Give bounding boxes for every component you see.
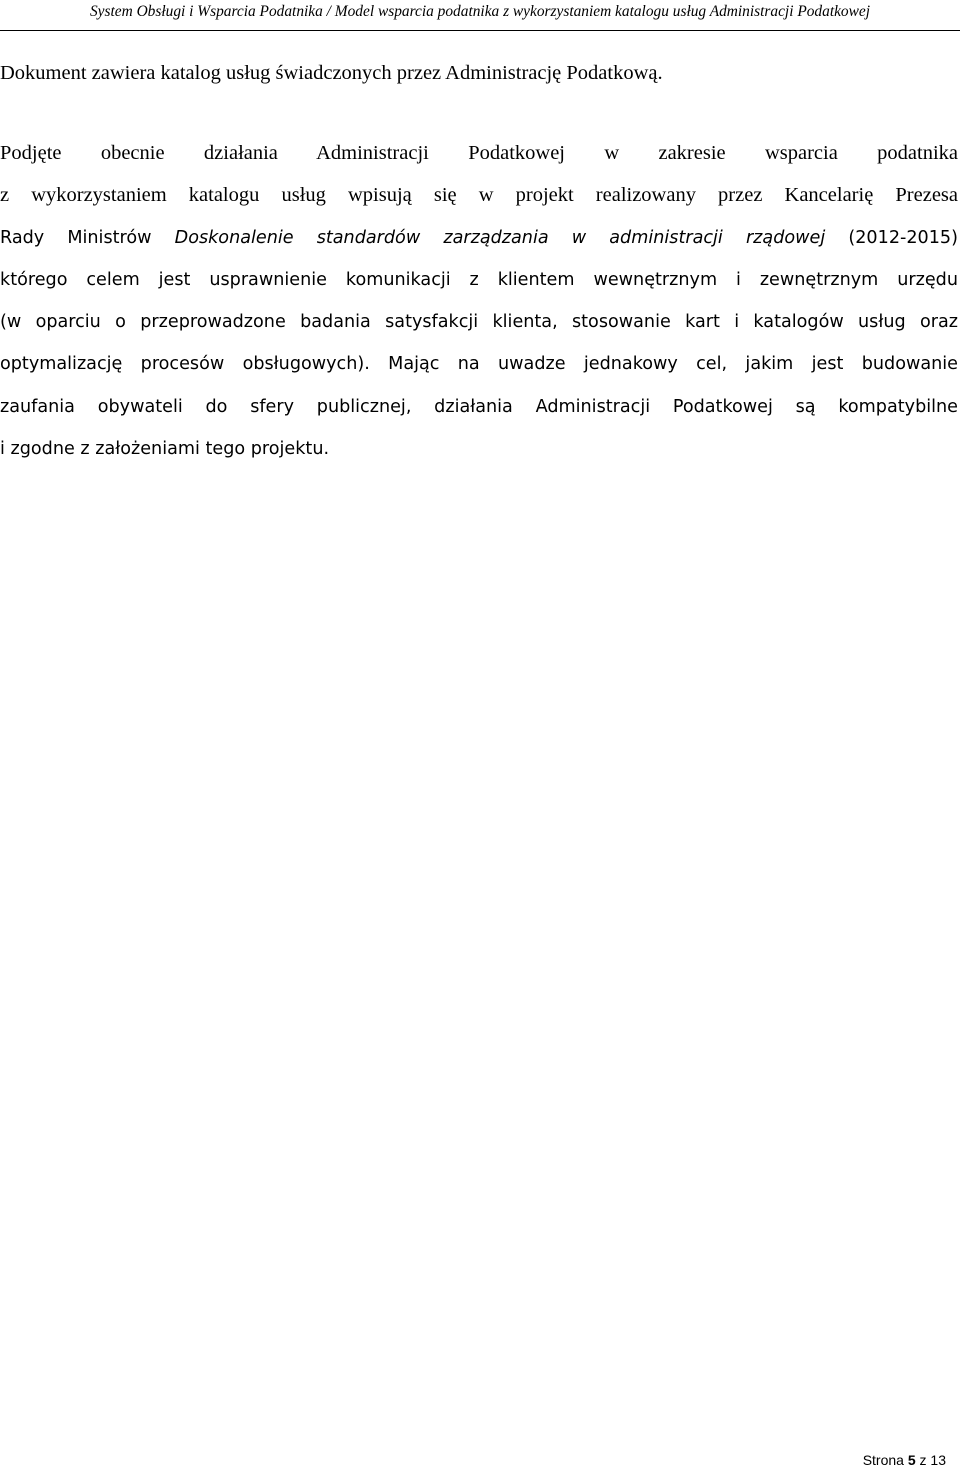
header-rule: [0, 30, 960, 31]
paragraph-line-1: Podjęte obecnie działania Administracji Podatkowej w zakresie wsparcia podatnika: [0, 142, 958, 164]
total-pages: 13: [930, 1452, 946, 1468]
project-title-italic: Doskonalenie standardów zarządzania w administracji rządowej: [174, 227, 826, 248]
running-header: System Obsługi i Wsparcia Podatnika / Model wsparcia podatnika z wykorzystaniem katalogu usług Administracji Podatkowej: [89, 3, 870, 20]
footer-separator: z: [919, 1452, 927, 1468]
paragraph-line-6: [0, 343, 958, 385]
body-paragraph: [0, 132, 958, 470]
line-6-start: optymalizację procesów obsługowych).: [0, 354, 389, 375]
paragraph-line-7: zaufania obywateli do sfery publicznej, działania Administracji Podatkowej są kompatybilne: [0, 396, 958, 417]
paragraph-line-5: (w oparciu o przeprowadzone badania satysfakcji klienta, stosowanie kart i katalogów usług oraz: [0, 312, 958, 333]
line-3-start: Rady Ministrów: [0, 227, 175, 248]
paragraph-line-3: [0, 217, 958, 259]
current-page-number: 5: [907, 1452, 916, 1468]
footer-label: Strona: [862, 1452, 904, 1468]
line-6-end: Mając na uwadze jednakowy cel, jakim jest budowanie: [388, 354, 959, 375]
paragraph-line-8: i zgodne z założeniami tego projektu.: [0, 439, 330, 460]
intro-sentence: Dokument zawiera katalog usług świadczonych przez Administrację Podatkową.: [0, 62, 663, 84]
paragraph-line-4: którego celem jest usprawnienie komunikacji z klientem wewnętrznym i zewnętrznym urzędu: [0, 269, 958, 290]
paragraph-line-2: z wykorzystaniem katalogu usług wpisują się w projekt realizowany przez Kancelarię Prezesa: [0, 184, 958, 207]
line-3-end: (2012-2015): [825, 227, 958, 248]
page-number-footer: [863, 1450, 946, 1470]
